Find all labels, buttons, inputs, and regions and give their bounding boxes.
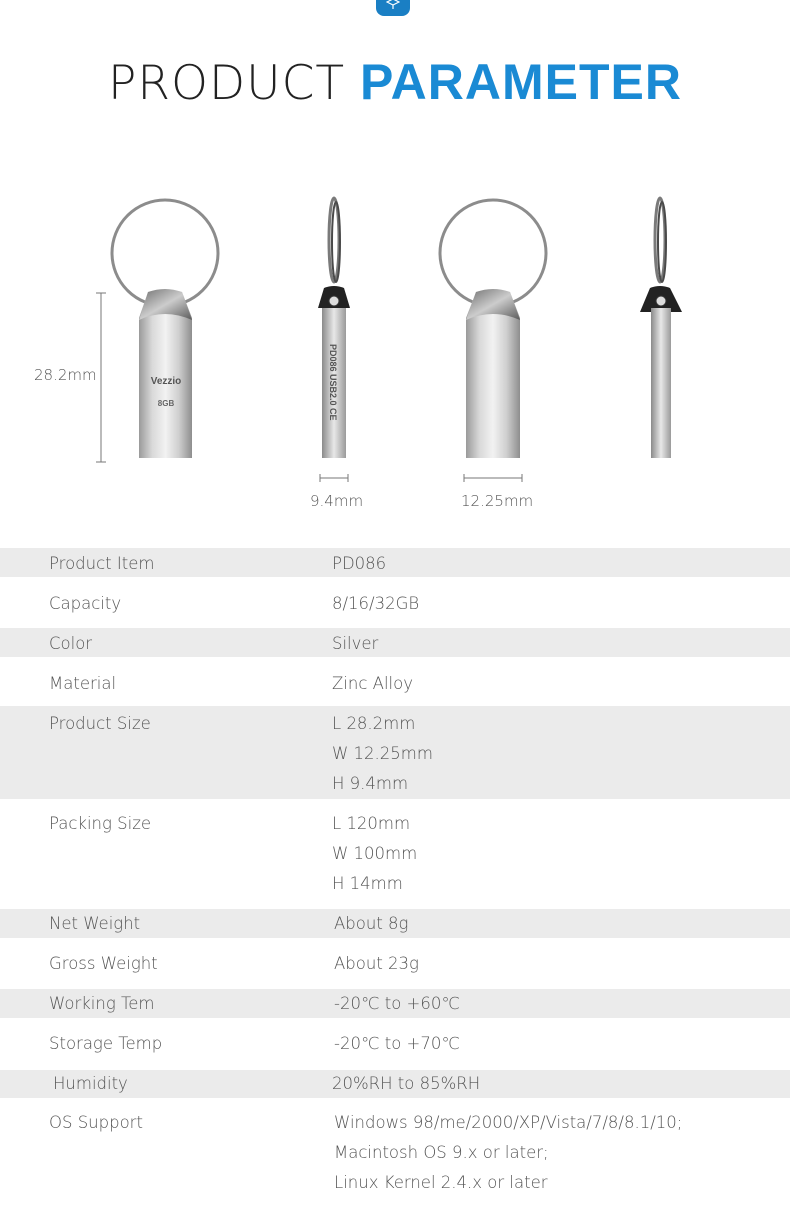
spec-row-product-item	[0, 548, 790, 577]
back-view	[440, 200, 546, 482]
spec-label: Product Item	[49, 554, 155, 573]
spec-label: Storage Temp	[49, 1034, 163, 1053]
title-light: PRODUCT	[108, 56, 346, 111]
product-views	[0, 180, 790, 520]
front-view	[96, 200, 218, 462]
spec-table	[0, 548, 790, 1218]
spec-row-net-weight	[0, 909, 790, 938]
spec-label: Capacity	[49, 594, 122, 613]
spec-value: About 8g	[334, 914, 409, 933]
thickness-dimension-label: 9.4mm	[310, 492, 364, 510]
spec-row-product-size	[0, 706, 790, 799]
side-engraving: PD086 USB2.0 CE	[328, 344, 338, 421]
spec-label: OS Support	[49, 1113, 143, 1132]
spec-value: L 28.2mm	[332, 714, 416, 733]
page-title	[0, 50, 790, 116]
spec-label: Packing Size	[49, 814, 152, 833]
spec-value: PD086	[332, 554, 387, 573]
spec-row-storage-temp	[0, 1018, 790, 1070]
spec-value: W 12.25mm	[332, 744, 433, 763]
spec-row-humidity	[0, 1070, 790, 1098]
spec-row-os-support	[0, 1098, 790, 1218]
spec-value: Linux Kernel 2.4.x or later	[334, 1173, 548, 1192]
cube-icon	[386, 0, 400, 10]
spec-label: Product Size	[49, 714, 151, 733]
brand-engraving: Vezzio	[150, 376, 182, 387]
spec-label: Net Weight	[49, 914, 141, 933]
spec-label: Gross Weight	[49, 954, 158, 973]
spec-value: W 100mm	[332, 844, 418, 863]
length-dimension-label: 28.2mm	[34, 366, 97, 384]
spec-value: -20℃ to +60℃	[334, 994, 460, 1013]
usb-drive-drawings	[0, 180, 790, 520]
spec-value: 20%RH to 85%RH	[332, 1074, 481, 1093]
spec-value: About 23g	[334, 954, 419, 973]
spec-value: -20℃ to +70℃	[334, 1034, 460, 1053]
spec-value: Silver	[332, 634, 379, 653]
spec-value: Zinc Alloy	[332, 674, 413, 693]
spec-row-color	[0, 628, 790, 657]
spec-label: Humidity	[53, 1074, 128, 1093]
capacity-engraving: 8GB	[157, 399, 175, 408]
spec-value: H 9.4mm	[332, 774, 409, 793]
spec-row-gross-weight	[0, 938, 790, 989]
spec-row-working-temp	[0, 989, 790, 1018]
spec-value: 8/16/32GB	[332, 594, 420, 613]
width-dimension-label: 12.25mm	[461, 492, 534, 510]
spec-value: Windows 98/me/2000/XP/Vista/7/8/8.1/10;	[334, 1113, 683, 1132]
spec-row-material	[0, 657, 790, 706]
spec-label: Material	[49, 674, 117, 693]
section-badge	[376, 0, 410, 16]
spec-value: H 14mm	[332, 874, 403, 893]
title-bold: PARAMETER	[360, 54, 682, 110]
spec-row-packing-size	[0, 799, 790, 909]
spec-value: L 120mm	[332, 814, 411, 833]
spec-value: Macintosh OS 9.x or later;	[334, 1143, 549, 1162]
spec-label: Working Tem	[49, 994, 155, 1013]
side-view-plain	[640, 198, 682, 458]
spec-row-capacity	[0, 577, 790, 628]
spec-label: Color	[49, 634, 93, 653]
side-view	[318, 198, 350, 482]
